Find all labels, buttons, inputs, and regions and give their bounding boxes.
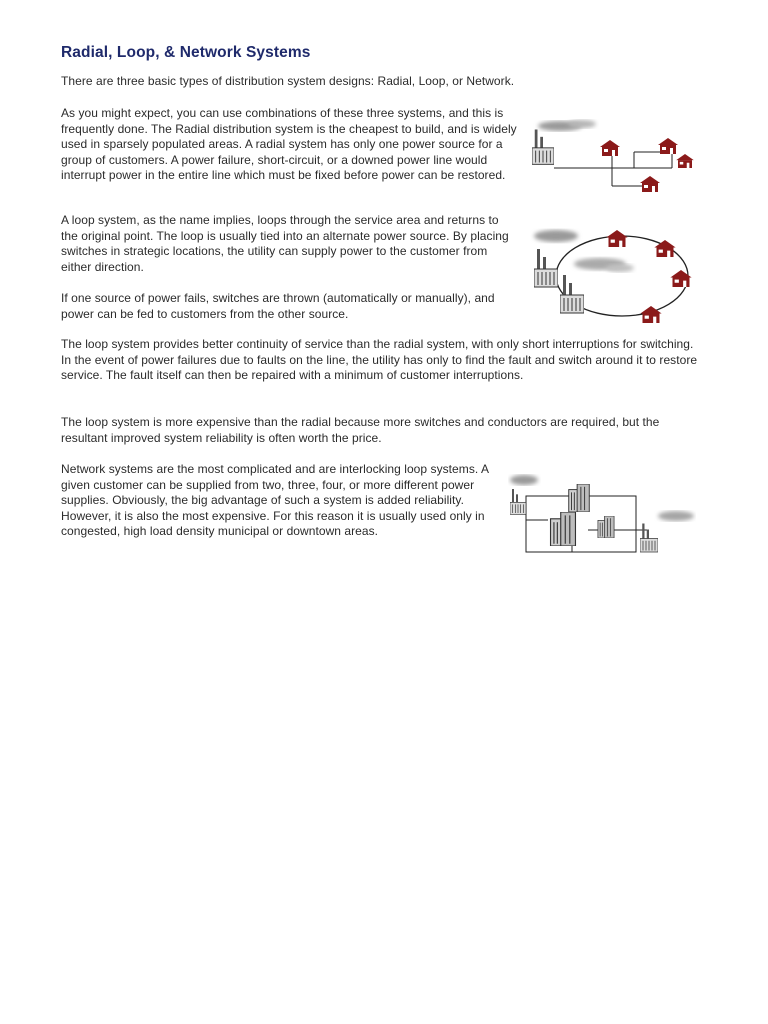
radial-system-diagram bbox=[530, 112, 698, 196]
network-system-diagram bbox=[508, 472, 696, 556]
paragraph-loop-continuity: The loop system provides better continuity of service than the radial system, with only short interruptions for switching. In the event of power failures due to faults on the line, the utility has only to find the fault and switch around it to restore service. The fault itself can then be repaired with a minimum of customer interruptions. bbox=[61, 337, 698, 382]
paragraph-loop-cost: The loop system is more expensive than the radial because more switches and conductors are required, but the resultant improved system reliability is often worth the price. bbox=[61, 415, 660, 445]
paragraph-radial: As you might expect, you can use combinations of these three systems, and this is frequently done. The Radial distribution system is the cheapest to build, and is widely used in sparsely populated areas. A radial system has only one power source for a group of customers. A power failure, short-circuit, or a downed power line would interrupt power in the entire line which must be fixed before power can be restored. bbox=[61, 106, 517, 182]
loop-system-diagram bbox=[530, 218, 698, 328]
paragraph-loop: A loop system, as the name implies, loops through the service area and returns to the original point. The loop is usually tied into an alternate power source. By placing switches in strategic locations, the utility can supply power to the customer from either direction. bbox=[61, 213, 509, 274]
paragraph-network: Network systems are the most complicated and are interlocking loop systems. A given customer can be supplied from two, three, four, or more different power supplies. Obviously, the big advantage of such a system is added reliability. However, it is also the most expensive. For this reason it is usually used only in congested, high load density municipal or downtown areas. bbox=[61, 462, 489, 538]
paragraph-intro: There are three basic types of distribution system designs: Radial, Loop, or Network. bbox=[61, 74, 515, 88]
page-title: Radial, Loop, & Network Systems bbox=[61, 44, 311, 61]
paragraph-loop-switches: If one source of power fails, switches are thrown (automatically or manually), and power can be fed to customers from the other source. bbox=[61, 291, 495, 321]
